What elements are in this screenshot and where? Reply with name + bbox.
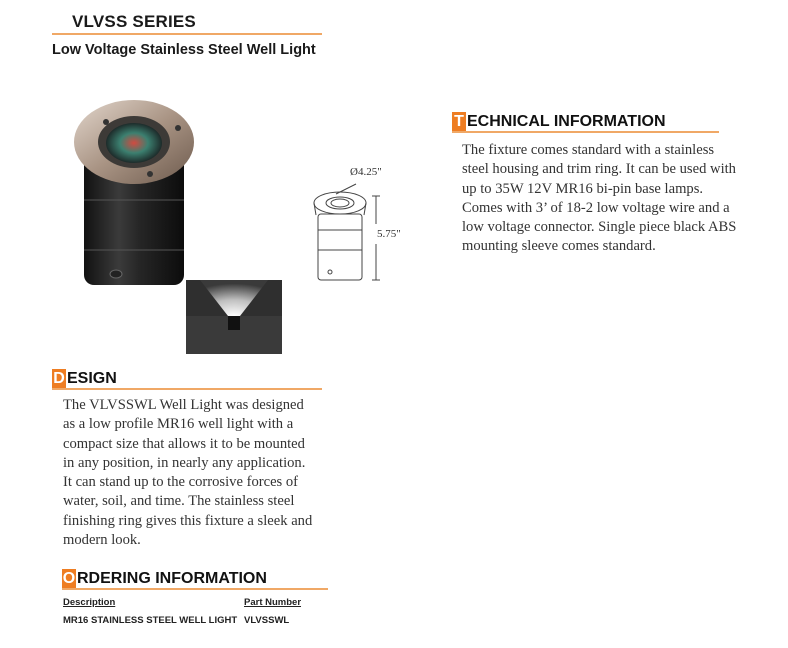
connector-port [110, 270, 122, 278]
heading-text: RDERING INFORMATION [77, 570, 267, 587]
product-photo [66, 100, 202, 290]
height-label: 5.75" [377, 228, 401, 240]
technical-heading [452, 112, 666, 132]
series-rule [52, 33, 322, 35]
heading-initial: D [53, 370, 65, 387]
text-line: in any position, in nearly any application. [63, 454, 306, 471]
screw [147, 171, 153, 177]
text-line: compact size that allows it to be mounted [63, 435, 305, 452]
text-line: finishing ring gives this fixture a sleek and [63, 512, 313, 529]
order-row-part-number: VLVSSWL [244, 615, 290, 626]
screw [175, 125, 181, 131]
part-number-column-header: Part Number [244, 597, 302, 608]
text-line: The fixture comes standard with a stainless [462, 142, 715, 158]
text-line: steel housing and trim ring. It can be used with [462, 161, 736, 178]
order-row-description: MR16 STAINLESS STEEL WELL LIGHT [63, 615, 238, 626]
text-line: The VLVSSWL Well Light was designed [63, 397, 304, 413]
beam-spread-image [186, 280, 282, 354]
technical-text [462, 141, 772, 257]
design-rule [52, 388, 322, 390]
text-line: up to 35W 12V MR16 bi-pin base lamps. [462, 180, 704, 197]
heading-initial: T [452, 112, 466, 131]
series-title: VLVSS SERIES [72, 12, 196, 31]
design-text [63, 396, 343, 550]
product-subtitle: Low Voltage Stainless Steel Well Light [52, 42, 316, 58]
text-line: as a low profile MR16 well light with a [63, 416, 294, 433]
text-line: modern look. [63, 532, 141, 549]
heading-text: ESIGN [67, 370, 117, 387]
lens [106, 123, 162, 163]
heading-initial: O [62, 570, 76, 587]
text-line: low voltage connector. Single piece black ABS [462, 219, 737, 236]
text-line: It can stand up to the corrosive forces of [63, 474, 299, 491]
text-line: water, soil, and time. The stainless steel [63, 493, 295, 510]
screw [103, 119, 109, 125]
ordering-rule [62, 588, 328, 590]
heading-text: ECHNICAL INFORMATION [467, 113, 666, 130]
diameter-label: Ø4.25" [350, 166, 382, 178]
text-line: Comes with 3’ of 18-2 low voltage wire and a [462, 199, 730, 216]
technical-rule [452, 131, 719, 133]
description-column-header: Description [63, 597, 116, 608]
text-line: mounting sleeve comes standard. [462, 238, 656, 255]
design-heading [52, 369, 117, 389]
ordering-heading [62, 569, 267, 589]
